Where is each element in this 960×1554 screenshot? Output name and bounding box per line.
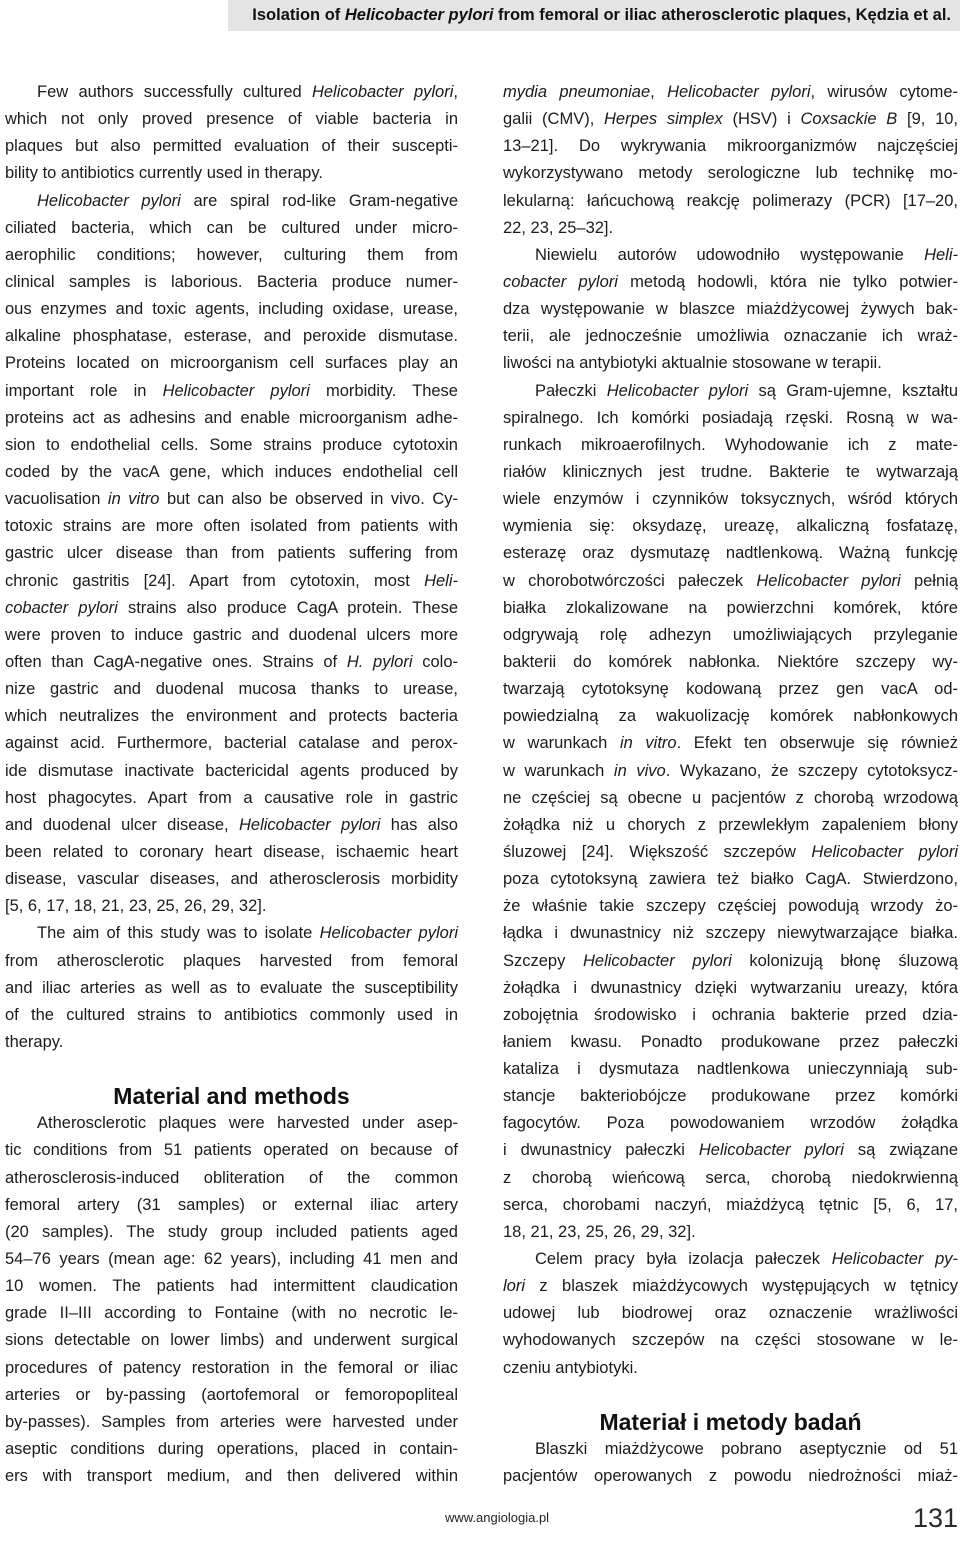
text-line [503, 405, 958, 432]
text-run: Proteins located on microorganism cell surfaces play an [5, 354, 458, 373]
text-run: z blaszek miażdżycowych występujących w tętnicy [525, 1277, 958, 1296]
text-line [5, 730, 458, 757]
italic-text-run: in vivo [613, 761, 666, 780]
text-run: clinical samples is laborious. Bacteria produce numer- [5, 272, 458, 291]
text-line [5, 1273, 458, 1300]
text-line [503, 758, 958, 785]
text-run: galii (CMV), [503, 110, 604, 129]
italic-text-run: lori [503, 1277, 526, 1296]
text-run: esterazę oraz dysmutazę nadtlenkową. Ważną funkcję [503, 544, 958, 563]
paragraph [503, 242, 958, 378]
text-line [503, 649, 958, 676]
text-run: 54–76 years (mean age: 62 years), including 41 men and [5, 1250, 458, 1269]
text-run: from femoral or iliac atherosclerotic plaques, Kędzia et al. [493, 6, 951, 24]
text-line [503, 378, 958, 405]
text-run: Blaszki miażdżycowe pobrano aseptycznie od 51 [535, 1440, 958, 1459]
text-line [503, 703, 958, 730]
text-line [5, 405, 458, 432]
text-line [503, 948, 958, 975]
italic-text-run: Helicobacter pylori [606, 381, 749, 400]
text-run: chronic gastritis [24]. Apart from cytotoxin, most [5, 571, 425, 590]
text-run: runkach mikroaerofilnych. Wyhodowanie ich z mate- [503, 435, 958, 454]
text-run: ciliated bacteria, which can be cultured under micro- [5, 218, 458, 237]
text-run: gastric ulcer disease than from patients suffering from [5, 544, 458, 563]
text-run: ide dismutase inactivate bactericidal agents produced by [5, 761, 458, 780]
text-run: disease, vascular diseases, and atherosclerosis morbidity [5, 870, 458, 889]
text-run: są Gram-ujemne, kształtu [748, 381, 958, 400]
text-run: (20 samples). The study group included patients aged [5, 1222, 458, 1241]
text-run: powiedzialną za wakuolizację komórek nabłonkowych [503, 707, 958, 726]
text-line [5, 133, 458, 160]
text-run: procedures of patency restoration in the femoral or iliac [5, 1358, 458, 1377]
text-line [503, 269, 958, 296]
text-line [5, 758, 458, 785]
text-run: 22, 23, 25–32]. [503, 218, 614, 237]
text-line [503, 106, 958, 133]
text-line [503, 242, 958, 269]
italic-text-run: Helicobacter pylori [162, 381, 310, 400]
text-line [503, 296, 958, 323]
paragraph [5, 79, 458, 188]
text-line [503, 323, 958, 350]
text-run: atherosclerosis-induced obliteration of the common [5, 1168, 458, 1187]
text-run: z chorobą wieńcową serca, chorobą niedokrwienną [503, 1168, 958, 1187]
text-run: kataliza i dysmutaza nadtlenkowa unieczynniają sub- [503, 1060, 958, 1079]
text-run: zobojętnia środowisko i ochrania bakterie przed dzia- [503, 1005, 958, 1024]
text-run: coded by the vacA gene, which induces endothelial cell [5, 462, 458, 481]
text-line [503, 1056, 958, 1083]
text-run: has also [380, 815, 458, 834]
text-line [5, 649, 458, 676]
text-run: że właśnie takie szczepy częściej powodują wrzody żo- [503, 897, 958, 916]
text-run: nize gastric and duodenal mucosa thanks to urease, [5, 680, 458, 699]
text-run: important role in [5, 381, 163, 400]
text-run: and duodenal ulcer disease, [5, 815, 239, 834]
text-line [503, 133, 958, 160]
italic-text-run: Helicobacter pylori [756, 571, 901, 590]
journal-website: www.angiologia.pl [445, 1510, 550, 1525]
text-run: żołądka niż u chorych z przewlekłym zapaleniem błony [503, 815, 958, 834]
text-run: sions detectable on lower limbs) and underwent surgical [5, 1331, 458, 1350]
text-run: morbidity. These [309, 381, 458, 400]
text-run: tic conditions from 51 patients operated on because of [5, 1141, 458, 1160]
text-line [503, 1137, 958, 1164]
text-line [5, 1409, 458, 1436]
section-heading: Material and methods [113, 1083, 350, 1110]
italic-text-run: cobacter pylori [503, 272, 618, 291]
text-run: , wirusów cytome- [810, 83, 958, 101]
text-line [5, 568, 458, 595]
text-run: against acid. Furthermore, bacterial catalase and perox- [5, 734, 458, 753]
italic-text-run: cobacter pylori [5, 598, 118, 617]
text-run: lekularną: łańcuchową reakcję polimerazy (PCR) [17–20, [503, 191, 958, 210]
text-line [5, 595, 458, 622]
text-line [5, 459, 458, 486]
text-line [503, 1219, 958, 1246]
text-run: metodą hodowli, która nie tylko potwier- [617, 272, 958, 291]
text-line [503, 215, 958, 242]
running-header-title [252, 0, 951, 31]
text-run: wykorzystywano metody serologiczne lub technikę mo- [503, 164, 958, 183]
text-line [5, 1327, 458, 1354]
text-line [503, 1463, 958, 1490]
text-line [503, 1029, 958, 1056]
text-run: udowej lub biodrowej oraz oznaczenie wrażliwości [503, 1304, 958, 1323]
text-run: żołądka i dwunastnicy dzięki wytwarzaniu ureazy, która [503, 978, 958, 997]
text-line [503, 1436, 958, 1463]
text-line [503, 1273, 958, 1300]
text-line [5, 1110, 458, 1137]
italic-text-run: Helicobacter py- [831, 1250, 959, 1269]
italic-text-run: H. pylori [346, 652, 413, 671]
text-run: są związane [843, 1141, 959, 1160]
italic-text-run: Helicobacter pylori [698, 1141, 844, 1160]
text-run: śluzowej [24]. Większość szczepów [503, 842, 812, 861]
text-run: host phagocytes. Apart from a causative role in gastric [5, 788, 458, 807]
italic-text-run: Helicobacter pylori [582, 951, 732, 970]
text-line [503, 188, 958, 215]
text-run: Niewielu autorów udowodniło występowanie [535, 245, 925, 264]
text-run: [9, 10, [897, 110, 959, 129]
text-line [5, 893, 458, 920]
text-run: Isolation of [252, 6, 345, 24]
text-run: ers with transport medium, and then delivered within [5, 1467, 458, 1486]
text-line [503, 839, 958, 866]
text-line [503, 812, 958, 839]
section-heading: Materiał i metody badań [599, 1408, 862, 1435]
text-run: which neutralizes the environment and protects bacteria [5, 707, 458, 726]
text-line [5, 160, 458, 187]
text-run: w warunkach [503, 761, 614, 780]
text-line [503, 568, 958, 595]
text-line [503, 893, 958, 920]
text-line [5, 1002, 458, 1029]
text-run: grade II–III according to Fontaine (with no necrotic le- [5, 1304, 458, 1323]
text-run: pełnią [900, 571, 958, 590]
text-run: bility to antibiotics currently used in therapy. [5, 164, 323, 183]
italic-text-run: Helicobacter pylori [811, 842, 958, 861]
text-line [5, 1436, 458, 1463]
italic-text-run: Coxsackie B [800, 110, 898, 129]
text-run: riałów klinicznych jest trudne. Bakterie te wytwarzają [503, 462, 958, 481]
text-run: wyhodowanych szczepów na części stosowane w le- [503, 1331, 958, 1350]
text-line [503, 459, 958, 486]
italic-text-run: Helicobacter pylori [319, 924, 458, 943]
text-line [503, 486, 958, 513]
text-run: alkaline phosphatase, esterase, and peroxide dismutase. [5, 327, 458, 346]
text-line [5, 1382, 458, 1409]
text-run: w warunkach [503, 734, 620, 753]
text-run: totoxic strains are more often isolated from patients with [5, 517, 458, 536]
text-line [5, 1029, 458, 1056]
text-line [5, 703, 458, 730]
text-line [503, 1192, 958, 1219]
text-run: aerophilic conditions; however, culturing them from [5, 245, 458, 264]
text-run: therapy. [5, 1032, 64, 1051]
text-line [503, 1002, 958, 1029]
text-line [503, 676, 958, 703]
text-line [5, 378, 458, 405]
text-line [503, 920, 958, 947]
text-run: serca, chorobami naczyń, miażdżycą tętnic [5, 6, 17, [503, 1195, 958, 1214]
text-line [503, 1355, 958, 1382]
text-run: 10 women. The patients had intermittent claudication [5, 1277, 458, 1296]
text-run: poza cytotoksyną zawiera też białko CagA. Stwierdzono, [503, 870, 958, 889]
italic-text-run: in vitro [619, 734, 677, 753]
text-line [5, 106, 458, 133]
text-line [5, 79, 458, 106]
text-run: which not only proved presence of viable bacteria in [5, 110, 458, 129]
text-run: spiralnego. Ich komórki posiadają rzęski. Rosną w wa- [503, 408, 958, 427]
text-line [5, 975, 458, 1002]
italic-text-run: Helicobacter pylori [311, 83, 454, 101]
italic-text-run: Helicobacter pylori [344, 6, 494, 24]
italic-text-run: Heli- [924, 245, 958, 264]
text-run: Atherosclerotic plaques were harvested under asep- [37, 1114, 458, 1133]
text-line [5, 676, 458, 703]
text-line [503, 513, 958, 540]
text-line [5, 432, 458, 459]
text-run: 13–21]. Do wykrywania mikroorganizmów najczęściej [503, 137, 958, 156]
paragraph [503, 378, 958, 1247]
text-run: twarzają cytotoksynę kodowaną przez gen vacA od- [503, 680, 958, 699]
text-run: of the cultured strains to antibiotics commonly used in [5, 1005, 458, 1024]
paragraph [5, 188, 458, 921]
text-run: The aim of this study was to isolate [37, 924, 320, 943]
text-line [503, 1083, 958, 1110]
text-line [503, 1327, 958, 1354]
paragraph [5, 920, 458, 1056]
italic-text-run: Herpes simplex [603, 110, 723, 129]
text-run: from atherosclerotic plaques harvested from femoral [5, 951, 458, 970]
text-line [5, 839, 458, 866]
text-line [5, 269, 458, 296]
text-run: plaques but also permitted evaluation of their suscepti- [5, 137, 458, 156]
paragraph [5, 1110, 458, 1490]
text-line [5, 622, 458, 649]
text-run: arteries or by-passing (aortofemoral or femoropopliteal [5, 1385, 458, 1404]
italic-text-run: Heli- [424, 571, 458, 590]
text-run: were proven to induce gastric and duodenal ulcers more [5, 625, 458, 644]
page-number: 131 [912, 1503, 958, 1533]
text-run: białka zlokalizowane na powierzchni komórek, które [503, 598, 958, 617]
text-run: [5, 6, 17, 18, 21, 23, 25, 26, 29, 32]. [5, 897, 267, 916]
text-line [5, 1137, 458, 1164]
text-run: proteins act as adhesins and enable microorganism adhe- [5, 408, 458, 427]
text-run: sion to endothelial cells. Some strains produce cytotoxin [5, 435, 458, 454]
text-run: . Efekt ten obserwuje się również [676, 734, 958, 753]
text-line [5, 1165, 458, 1192]
text-line [5, 350, 458, 377]
text-run: kolonizują błonę śluzową [731, 951, 958, 970]
text-run: and iliac arteries as well as to evaluate the susceptibility [5, 978, 458, 997]
text-run: wiele enzymów i czynników toksycznych, wśród których [503, 490, 958, 509]
text-line [503, 730, 958, 757]
text-run: liwości na antybiotyki aktualnie stosowane w terapii. [503, 354, 882, 373]
text-run: ous enzymes and toxic agents, including oxidase, urease, [5, 300, 458, 319]
text-run: Szczepy [503, 951, 583, 970]
text-run: pacjentów operowanych z powodu niedrożności miaż- [503, 1467, 958, 1486]
text-run: aseptic conditions during operations, placed in contain- [5, 1440, 458, 1459]
text-run: wymienia się: oksydazę, ureazę, alkaliczną fosfatazę, [503, 517, 958, 536]
text-run: ne częściej są obecne u pacjentów z chorobą wrzodową [503, 788, 958, 807]
paragraph [503, 79, 958, 242]
text-line [5, 296, 458, 323]
text-line [5, 323, 458, 350]
text-run: łądka i dwunastnicy niż szczepy niewytwarzające białka. [503, 924, 958, 943]
text-run: been related to coronary heart disease, ischaemic heart [5, 842, 458, 861]
text-line [503, 432, 958, 459]
text-line [503, 1246, 958, 1273]
text-run: vacuolisation [5, 490, 108, 509]
text-line [5, 1246, 458, 1273]
text-line [5, 242, 458, 269]
text-run: czeniu antybiotyki. [503, 1358, 638, 1377]
text-run: colo- [412, 652, 458, 671]
italic-text-run: Helicobacter pylori [238, 815, 381, 834]
text-line [503, 540, 958, 567]
text-run: Pałeczki [535, 381, 607, 400]
text-run: , [650, 83, 668, 101]
running-header-bar [228, 0, 960, 31]
text-run: w chorobotwórczości pałeczek [503, 571, 757, 590]
text-line [5, 188, 458, 215]
text-line [503, 785, 958, 812]
text-line [503, 622, 958, 649]
text-line [503, 350, 958, 377]
text-run: dza występowanie w blaszce miażdżycowej żywych bak- [503, 300, 958, 319]
text-run: femoral artery (31 samples) or external iliac artery [5, 1195, 458, 1214]
text-run: often than CagA-negative ones. Strains of [5, 652, 347, 671]
text-run: . Wykazano, że szczepy cytotoksycz- [665, 761, 958, 780]
italic-text-run: in vitro [107, 490, 160, 509]
text-line [5, 1355, 458, 1382]
text-run: Celem pracy była izolacja pałeczek [535, 1250, 832, 1269]
text-run: i dwunastnicy pałeczki [503, 1141, 699, 1160]
text-line [5, 1192, 458, 1219]
text-line [503, 866, 958, 893]
text-run: (HSV) i [722, 110, 801, 129]
text-run: terii, ale jednocześnie umożliwia oznaczanie ich wraż- [503, 327, 958, 346]
italic-text-run: Helicobacter pylori [37, 191, 181, 210]
text-run: odgrywają rolę adhezyn umożliwiających przyleganie [503, 625, 958, 644]
text-run: fagocytów. Poza powodowaniem wrzodów żołądka [503, 1114, 958, 1133]
text-line [5, 1219, 458, 1246]
text-line [503, 79, 958, 106]
text-run: łaniem kwasu. Ponadto produkowane przez pałeczki [503, 1032, 958, 1051]
text-line [5, 486, 458, 513]
text-line [5, 1300, 458, 1327]
text-line [5, 215, 458, 242]
text-line [503, 160, 958, 187]
text-line [5, 812, 458, 839]
paragraph [503, 1436, 958, 1490]
text-line [5, 866, 458, 893]
text-line [5, 920, 458, 947]
left-column [5, 79, 458, 1490]
text-run: 18, 21, 23, 25, 26, 29, 32]. [503, 1222, 696, 1241]
text-line [503, 1110, 958, 1137]
text-line [503, 1165, 958, 1192]
text-line [5, 540, 458, 567]
paragraph [503, 1246, 958, 1382]
text-run: stancje bakteriobójcze produkowane przez komórki [503, 1087, 958, 1106]
text-run: Few authors successfully cultured [37, 83, 312, 101]
text-run: bakterii do komórek nabłonka. Niektóre szczepy wy- [503, 652, 958, 671]
text-run: strains also produce CagA protein. These [117, 598, 458, 617]
text-run: by-passes). Samples from arteries were harvested under [5, 1412, 458, 1431]
italic-text-run: Helicobacter pylori [667, 83, 811, 101]
text-line [503, 595, 958, 622]
text-run: are spiral rod-like Gram-negative [180, 191, 458, 210]
text-line [5, 948, 458, 975]
text-run: but can also be observed in vivo. Cy- [159, 490, 458, 509]
text-line [503, 975, 958, 1002]
italic-text-run: mydia pneumoniae [503, 83, 651, 101]
text-line [5, 1463, 458, 1490]
right-column [503, 79, 958, 1490]
text-line [5, 785, 458, 812]
text-line [503, 1300, 958, 1327]
text-line [5, 513, 458, 540]
text-run: , [453, 83, 458, 101]
